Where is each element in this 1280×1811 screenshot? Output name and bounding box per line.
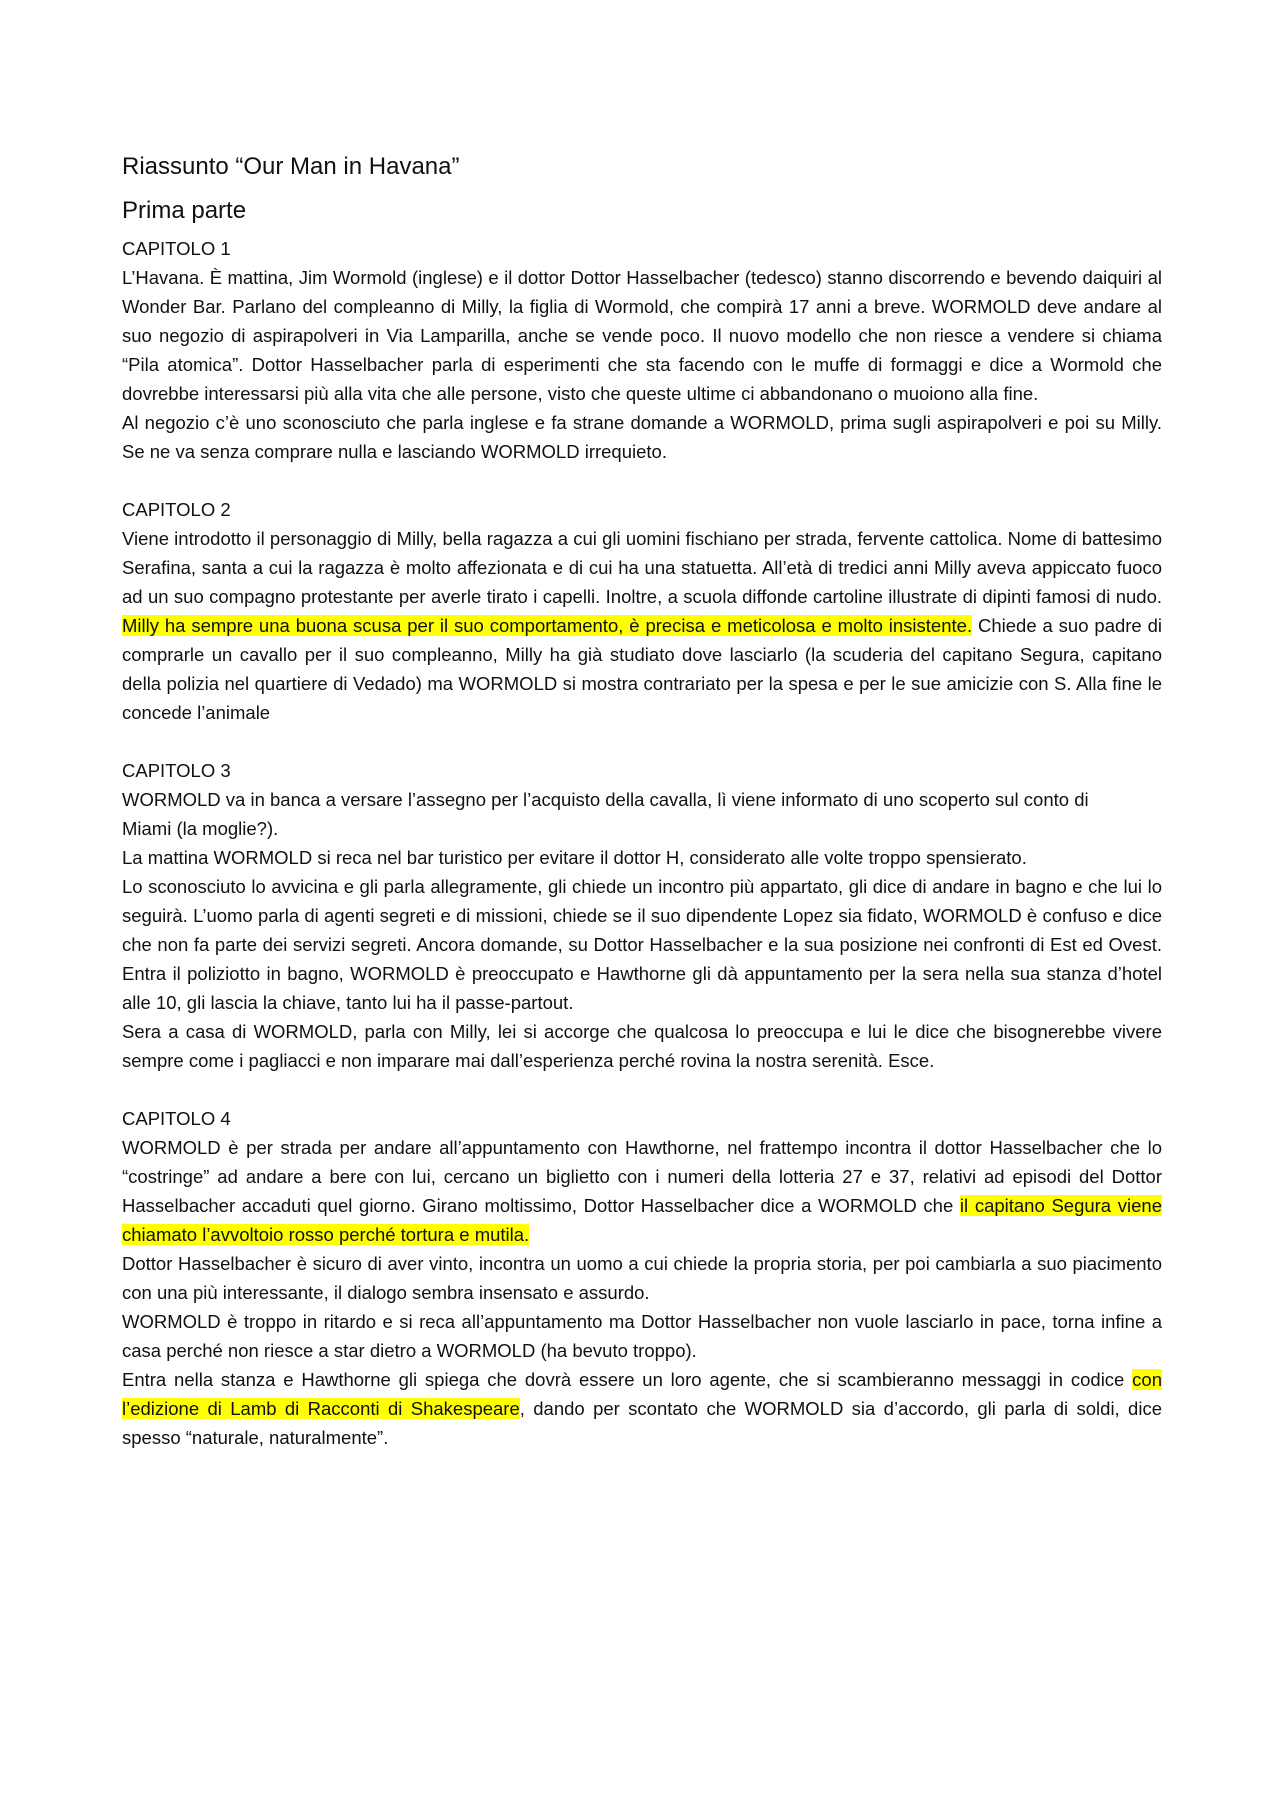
paragraph <box>122 785 1162 843</box>
text-segment: WORMOLD è per strada per andare all’appuntamento con Hawthorne, nel frattempo incontra il dottor Hasselbacher che lo “costringe” ad andare a bere con lui, cercano un biglietto con i numeri della lotteria 27 e 37, relativi ad episodi del Dottor Hasselbacher accaduti quel giorno. Girano moltissimo, Dottor Hasselbacher dice a WORMOLD che <box>122 1137 1162 1216</box>
document-body <box>122 150 1162 1481</box>
paragraph <box>122 408 1162 466</box>
paragraph <box>122 872 1162 1017</box>
text-segment: L’Havana. È mattina, Jim Wormold (inglese) e il dottor Dottor Hasselbacher (tedesco) stanno discorrendo e bevendo daiquiri al Wonder Bar. Parlano del compleanno di Milly, la figlia di Wormold, che compirà 17 anni a breve. WORMOLD deve andare al suo negozio di aspirapolveri in Via Lamparilla, anche se vende poco. Il nuovo modello che non riesce a vendere si chiama “Pila atomica”. Dottor Hasselbacher parla di esperimenti che sta facendo con le muffe di formaggi e dice a Wormold che dovrebbe interessarsi più alla vita che alle persone, visto che queste ultime ci abbandonano o muoiono alla fine. <box>122 267 1162 404</box>
paragraph <box>122 1249 1162 1307</box>
highlighted-text: il capitano Segura viene chiamato l’avvoltoio rosso perché tortura e mutila. <box>122 1195 1162 1245</box>
chapter-heading: CAPITOLO 2 <box>122 499 231 520</box>
paragraph <box>122 843 1162 872</box>
chapter-heading: CAPITOLO 3 <box>122 760 231 781</box>
text-segment: Al negozio c’è uno sconosciuto che parla inglese e fa strane domande a WORMOLD, prima sugli aspirapolveri e poi su Milly. Se ne va senza comprare nulla e lasciando WORMOLD irrequieto. <box>122 412 1162 462</box>
text-segment: WORMOLD è troppo in ritardo e si reca all’appuntamento ma Dottor Hasselbacher non vuole lasciarlo in pace, torna infine a casa perché non riesce a star dietro a WORMOLD (ha bevuto troppo). <box>122 1311 1162 1361</box>
paragraph <box>122 1017 1162 1075</box>
paragraph <box>122 1307 1162 1365</box>
text-segment: WORMOLD va in banca a versare l’assegno per l’acquisto della cavalla, lì viene informato di uno scoperto sul conto di Miami (la moglie?). <box>122 789 1089 839</box>
chapter-3 <box>122 756 1162 1075</box>
chapter-heading: CAPITOLO 4 <box>122 1108 231 1129</box>
text-segment: Dottor Hasselbacher è sicuro di aver vinto, incontra un uomo a cui chiede la propria storia, per poi cambiarla a suo piacimento con una più interessante, il dialogo sembra insensato e assurdo. <box>122 1253 1162 1303</box>
paragraph <box>122 263 1162 408</box>
highlighted-text: Milly ha sempre una buona scusa per il suo comportamento, è precisa e meticolosa e molto insistente. <box>122 615 973 636</box>
text-segment: , dando per scontato che WORMOLD sia d’accordo, gli parla di soldi, dice spesso “naturale, naturalmente”. <box>122 1398 1162 1448</box>
chapter-4 <box>122 1104 1162 1452</box>
paragraph <box>122 524 1162 727</box>
chapter-heading: CAPITOLO 1 <box>122 238 231 259</box>
chapter-1 <box>122 234 1162 466</box>
text-segment: Sera a casa di WORMOLD, parla con Milly, lei si accorge che qualcosa lo preoccupa e lui le dice che bisognerebbe vivere sempre come i pagliacci e non imparare mai dall’esperienza perché rovina la nostra serenità. Esce. <box>122 1021 1162 1071</box>
paragraph <box>122 1133 1162 1249</box>
paragraph <box>122 1365 1162 1452</box>
part-heading: Prima parte <box>122 197 247 224</box>
text-segment: Lo sconosciuto lo avvicina e gli parla allegramente, gli chiede un incontro più appartato, gli dice di andare in bagno e che lui lo seguirà. L’uomo parla di agenti segreti e di missioni, chiede se il suo dipendente Lopez sia fidato, WORMOLD è confuso e dice che non fa parte dei servizi segreti. Ancora domande, su Dottor Hasselbacher e la sua posizione nei confronti di Est ed Ovest. Entra il poliziotto in bagno, WORMOLD è preoccupato e Hawthorne gli dà appuntamento per la sera nella sua stanza d’hotel alle 10, gli lascia la chiave, tanto lui ha il passe-partout. <box>122 876 1162 1013</box>
highlighted-text: con l’edizione di Lamb di Racconti di Shakespeare <box>122 1369 1162 1419</box>
text-segment: Entra nella stanza e Hawthorne gli spiega che dovrà essere un loro agente, che si scambieranno messaggi in codice <box>122 1369 1133 1390</box>
text-segment: Viene introdotto il personaggio di Milly, bella ragazza a cui gli uomini fischiano per strada, fervente cattolica. Nome di battesimo Serafina, santa a cui la ragazza è molto affezionata e di cui ha una statuetta. All’età di tredici anni Milly aveva appiccato fuoco ad un suo compagno protestante per averle tirato i capelli. Inoltre, a scuola diffonde cartoline illustrate di dipinti famosi di nudo. <box>122 528 1162 607</box>
chapter-2 <box>122 495 1162 727</box>
text-segment: Chiede a suo padre di comprarle un cavallo per il suo compleanno, Milly ha già studiato dove lasciarlo (la scuderia del capitano Segura, capitano della polizia nel quartiere di Vedado) ma WORMOLD si mostra contrariato per la spesa e per le sue amicizie con S. Alla fine le concede l’animale <box>122 615 1163 723</box>
document-title: Riassunto “Our Man in Havana” <box>122 153 460 180</box>
text-segment: La mattina WORMOLD si reca nel bar turistico per evitare il dottor H, considerato alle volte troppo spensierato. <box>122 847 1027 868</box>
